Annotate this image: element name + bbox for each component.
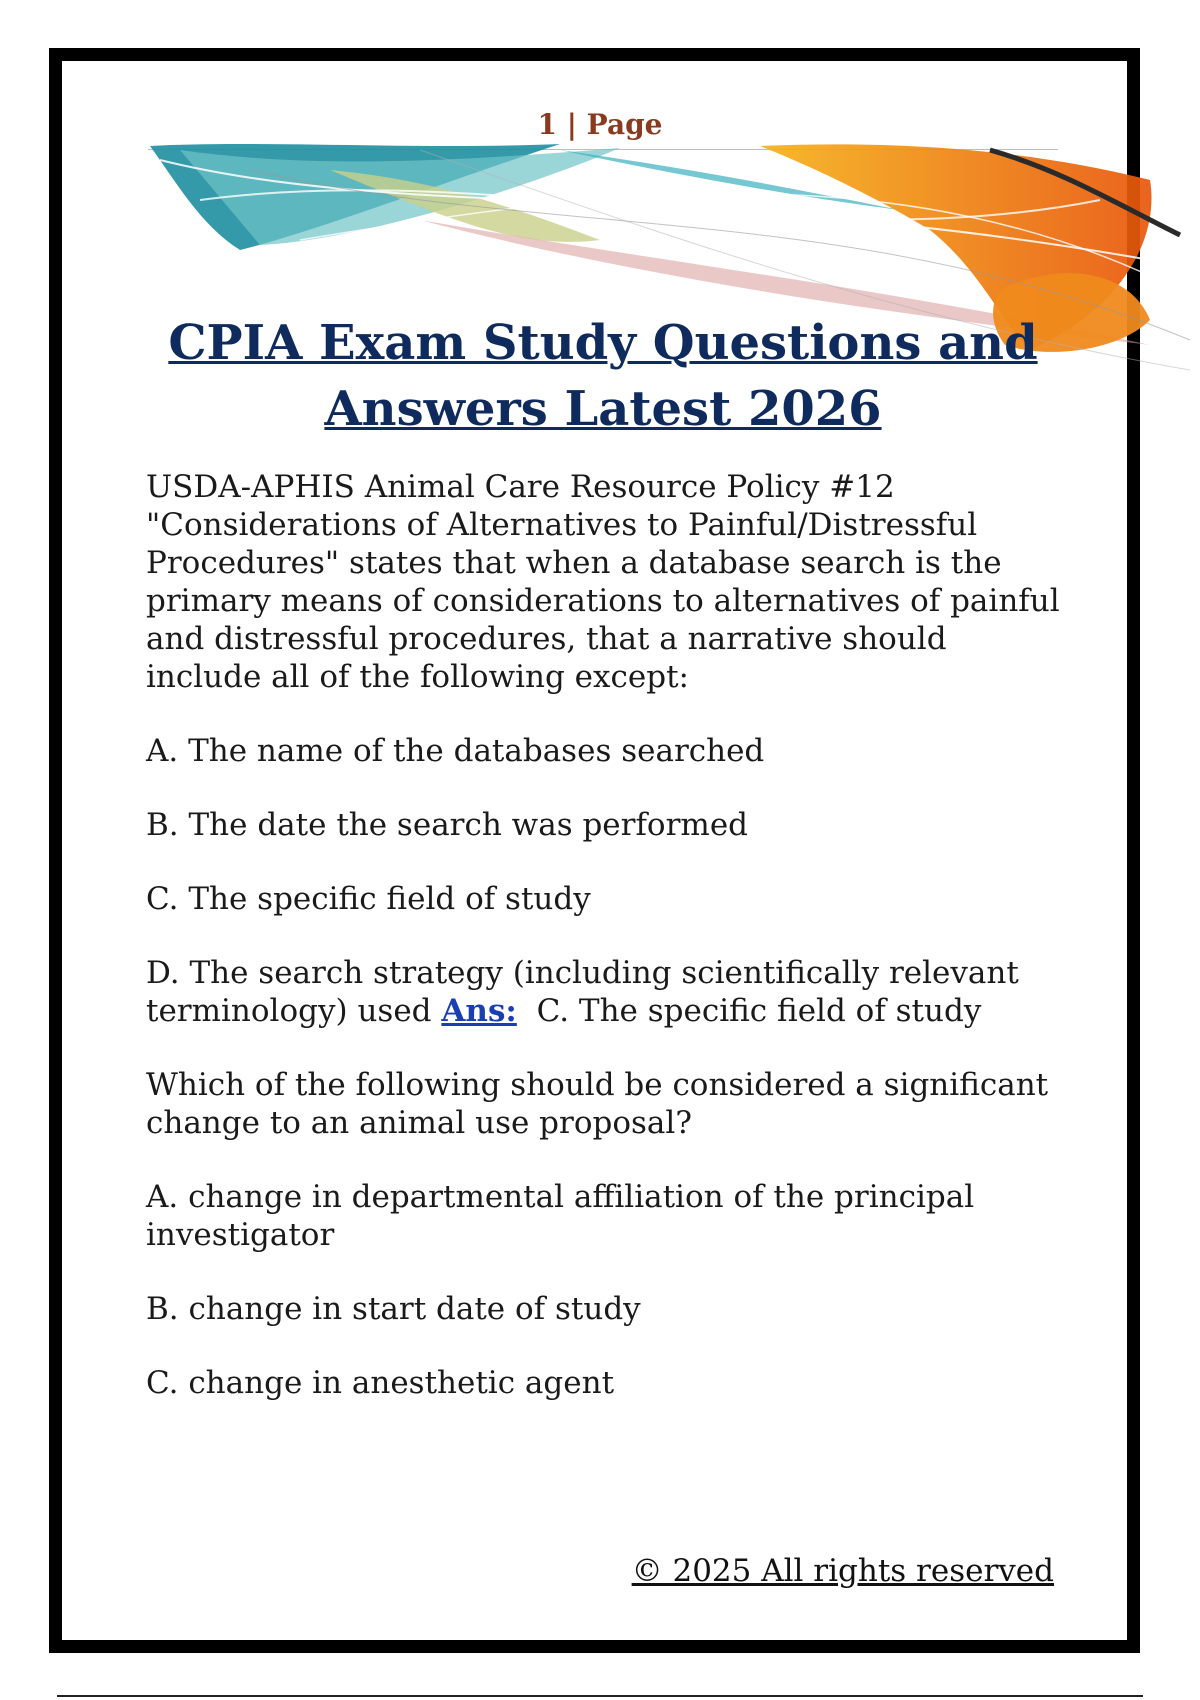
question-2-text: Which of the following should be considered a significant change to an animal use proposal?	[146, 1067, 1049, 1141]
question-2-option-a: A. change in departmental affiliation of the principal investigator	[146, 1179, 975, 1253]
question-1-option-d	[146, 954, 1066, 1030]
title-line-2: Answers Latest 2026	[324, 381, 882, 437]
answer-text: C. The specific field of study	[536, 993, 982, 1029]
option-d-text: D. The search strategy (including scientifically relevant terminology) used	[146, 955, 1019, 1029]
bottom-divider	[57, 1695, 1143, 1697]
question-1-option-a: A. The name of the databases searched	[146, 733, 765, 769]
question-2-option-c: C. change in anesthetic agent	[146, 1365, 615, 1401]
document-body	[146, 468, 1066, 1438]
question-1-option-c: C. The specific field of study	[146, 881, 591, 917]
question-1-option-b: B. The date the search was performed	[146, 807, 749, 843]
answer-link[interactable]: Ans:	[441, 993, 517, 1029]
copyright-footer: © 2025 All rights reserved	[631, 1553, 1054, 1589]
document-title	[148, 310, 1058, 442]
page-number: 1 | Page	[537, 108, 663, 141]
question-2-option-b: B. change in start date of study	[146, 1291, 641, 1327]
title-line-1: CPIA Exam Study Questions and	[168, 315, 1038, 371]
question-1-text: USDA-APHIS Animal Care Resource Policy #12 "Considerations of Alternatives to Painful/Distressful Procedures" states that when a database search is the primary means of considerations to alternatives of painful and distressful procedures, that a narrative should include all of the following except:	[146, 469, 1060, 695]
